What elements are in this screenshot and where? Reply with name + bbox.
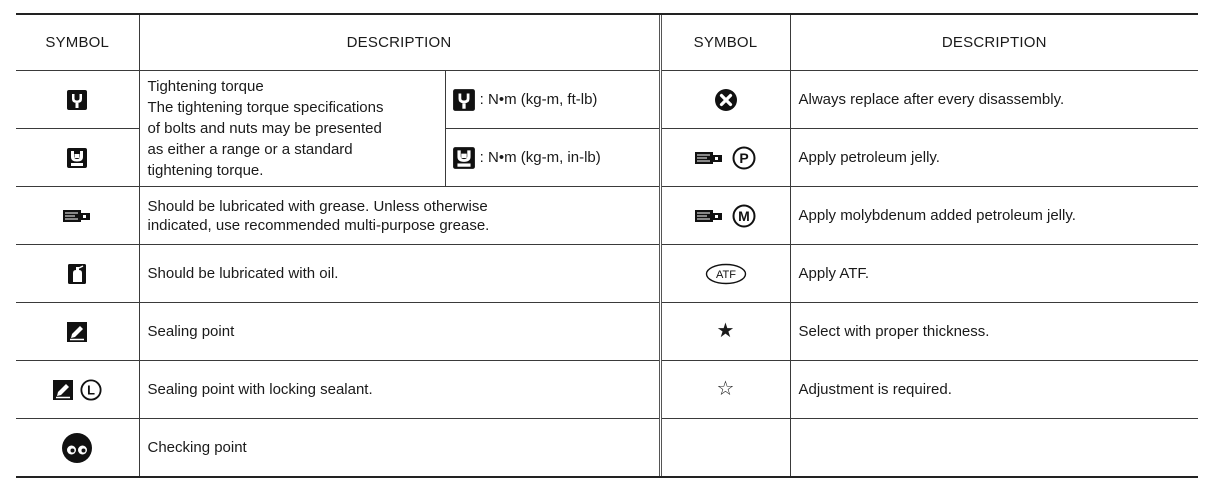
symbol-grid: [16, 15, 1198, 476]
torque-wrench-alt-icon: [66, 147, 88, 169]
circled-letter-l: L: [86, 382, 95, 398]
oil-symbol-cell: [16, 245, 139, 303]
atf-symbol-text: ATF: [715, 268, 736, 281]
torque-wrench-icon: [452, 88, 476, 112]
left-description-header: DESCRIPTION: [139, 15, 660, 71]
replace-x-icon: [714, 88, 738, 112]
unit-ft-lb-label: : N•m (kg-m, ft-lb): [479, 90, 598, 108]
torque-unit-ft-lb: [445, 71, 660, 129]
torque-unit-in-lb: [445, 129, 660, 187]
eyes-inspection-icon: [61, 432, 93, 464]
table-row: [16, 245, 1198, 303]
outline-star-icon: ☆: [716, 378, 735, 400]
atf-description: Apply ATF.: [790, 245, 1198, 303]
symbol-table: [16, 13, 1198, 478]
empty-symbol-cell: [660, 419, 790, 477]
replace-description: Always replace after every disassembly.: [790, 71, 1198, 129]
sealing-locking-symbol-cell: [16, 361, 139, 419]
sealing-description: Sealing point: [139, 303, 660, 361]
checking-symbol-cell: [16, 419, 139, 477]
atf-oval-icon: [705, 263, 747, 285]
table-row: [16, 71, 1198, 129]
right-description-header: DESCRIPTION: [790, 15, 1198, 71]
grease-gun-icon: [63, 208, 91, 224]
sealing-locking-description: Sealing point with locking sealant.: [139, 361, 660, 419]
circled-letter-m-icon: [732, 204, 756, 228]
grease-gun-icon: [695, 150, 723, 166]
right-symbol-header: SYMBOL: [660, 15, 790, 71]
adjustment-symbol-cell: [660, 361, 790, 419]
grease-gun-icon: [695, 208, 723, 224]
left-symbol-header: SYMBOL: [45, 34, 110, 51]
unit-in-lb-label: : N•m (kg-m, in-lb): [479, 148, 601, 166]
molybdenum-symbol-cell: [660, 187, 790, 245]
grease-symbol-cell: [16, 187, 139, 245]
sealing-symbol-cell: [16, 303, 139, 361]
torque-line: of bolts and nuts may be presented: [147, 120, 382, 137]
torque-line: tightening torque.: [147, 162, 264, 179]
oil-can-icon: [67, 263, 87, 285]
torque-wrench-symbol-cell: [16, 71, 139, 129]
filled-star-icon: ★: [716, 320, 735, 342]
torque-wrench-alt-icon: [452, 146, 476, 170]
oil-description: Should be lubricated with oil.: [139, 245, 660, 303]
checking-description: Checking point: [139, 419, 660, 477]
table-row: [16, 361, 1198, 419]
bottom-rule: [16, 476, 1198, 478]
torque-line: as either a range or a standard: [147, 141, 353, 158]
circled-letter-p-icon: [732, 146, 756, 170]
table-row: [16, 187, 1198, 245]
circled-letter-p: P: [738, 149, 749, 166]
replace-symbol-cell: [660, 71, 790, 129]
torque-line: Tightening torque: [147, 78, 264, 95]
molybdenum-description: Apply molybdenum added petroleum jelly.: [790, 187, 1198, 245]
grease-line-2: indicated, use recommended multi-purpose grease.: [147, 216, 490, 234]
circled-letter-m: M: [737, 207, 750, 224]
adjustment-description: Adjustment is required.: [790, 361, 1198, 419]
sealant-pencil-icon: [67, 322, 87, 342]
header-row: [16, 15, 1198, 71]
atf-symbol-cell: [660, 245, 790, 303]
circled-letter-l-icon: [80, 379, 102, 401]
grease-line-1: Should be lubricated with grease. Unless otherwise: [147, 197, 488, 215]
torque-line: The tightening torque specifications: [147, 99, 384, 116]
empty-description-cell: [790, 419, 1198, 477]
petroleum-symbol-cell: [660, 129, 790, 187]
thickness-symbol-cell: [660, 303, 790, 361]
thickness-description: Select with proper thickness.: [790, 303, 1198, 361]
grease-description: [139, 187, 660, 245]
torque-wrench-alt-symbol-cell: [16, 129, 139, 187]
torque-description: [139, 71, 445, 187]
petroleum-description: Apply petroleum jelly.: [790, 129, 1198, 187]
table-row: [16, 419, 1198, 477]
torque-wrench-icon: [66, 89, 88, 111]
table-row: [16, 303, 1198, 361]
sealant-pencil-icon: [53, 380, 73, 400]
